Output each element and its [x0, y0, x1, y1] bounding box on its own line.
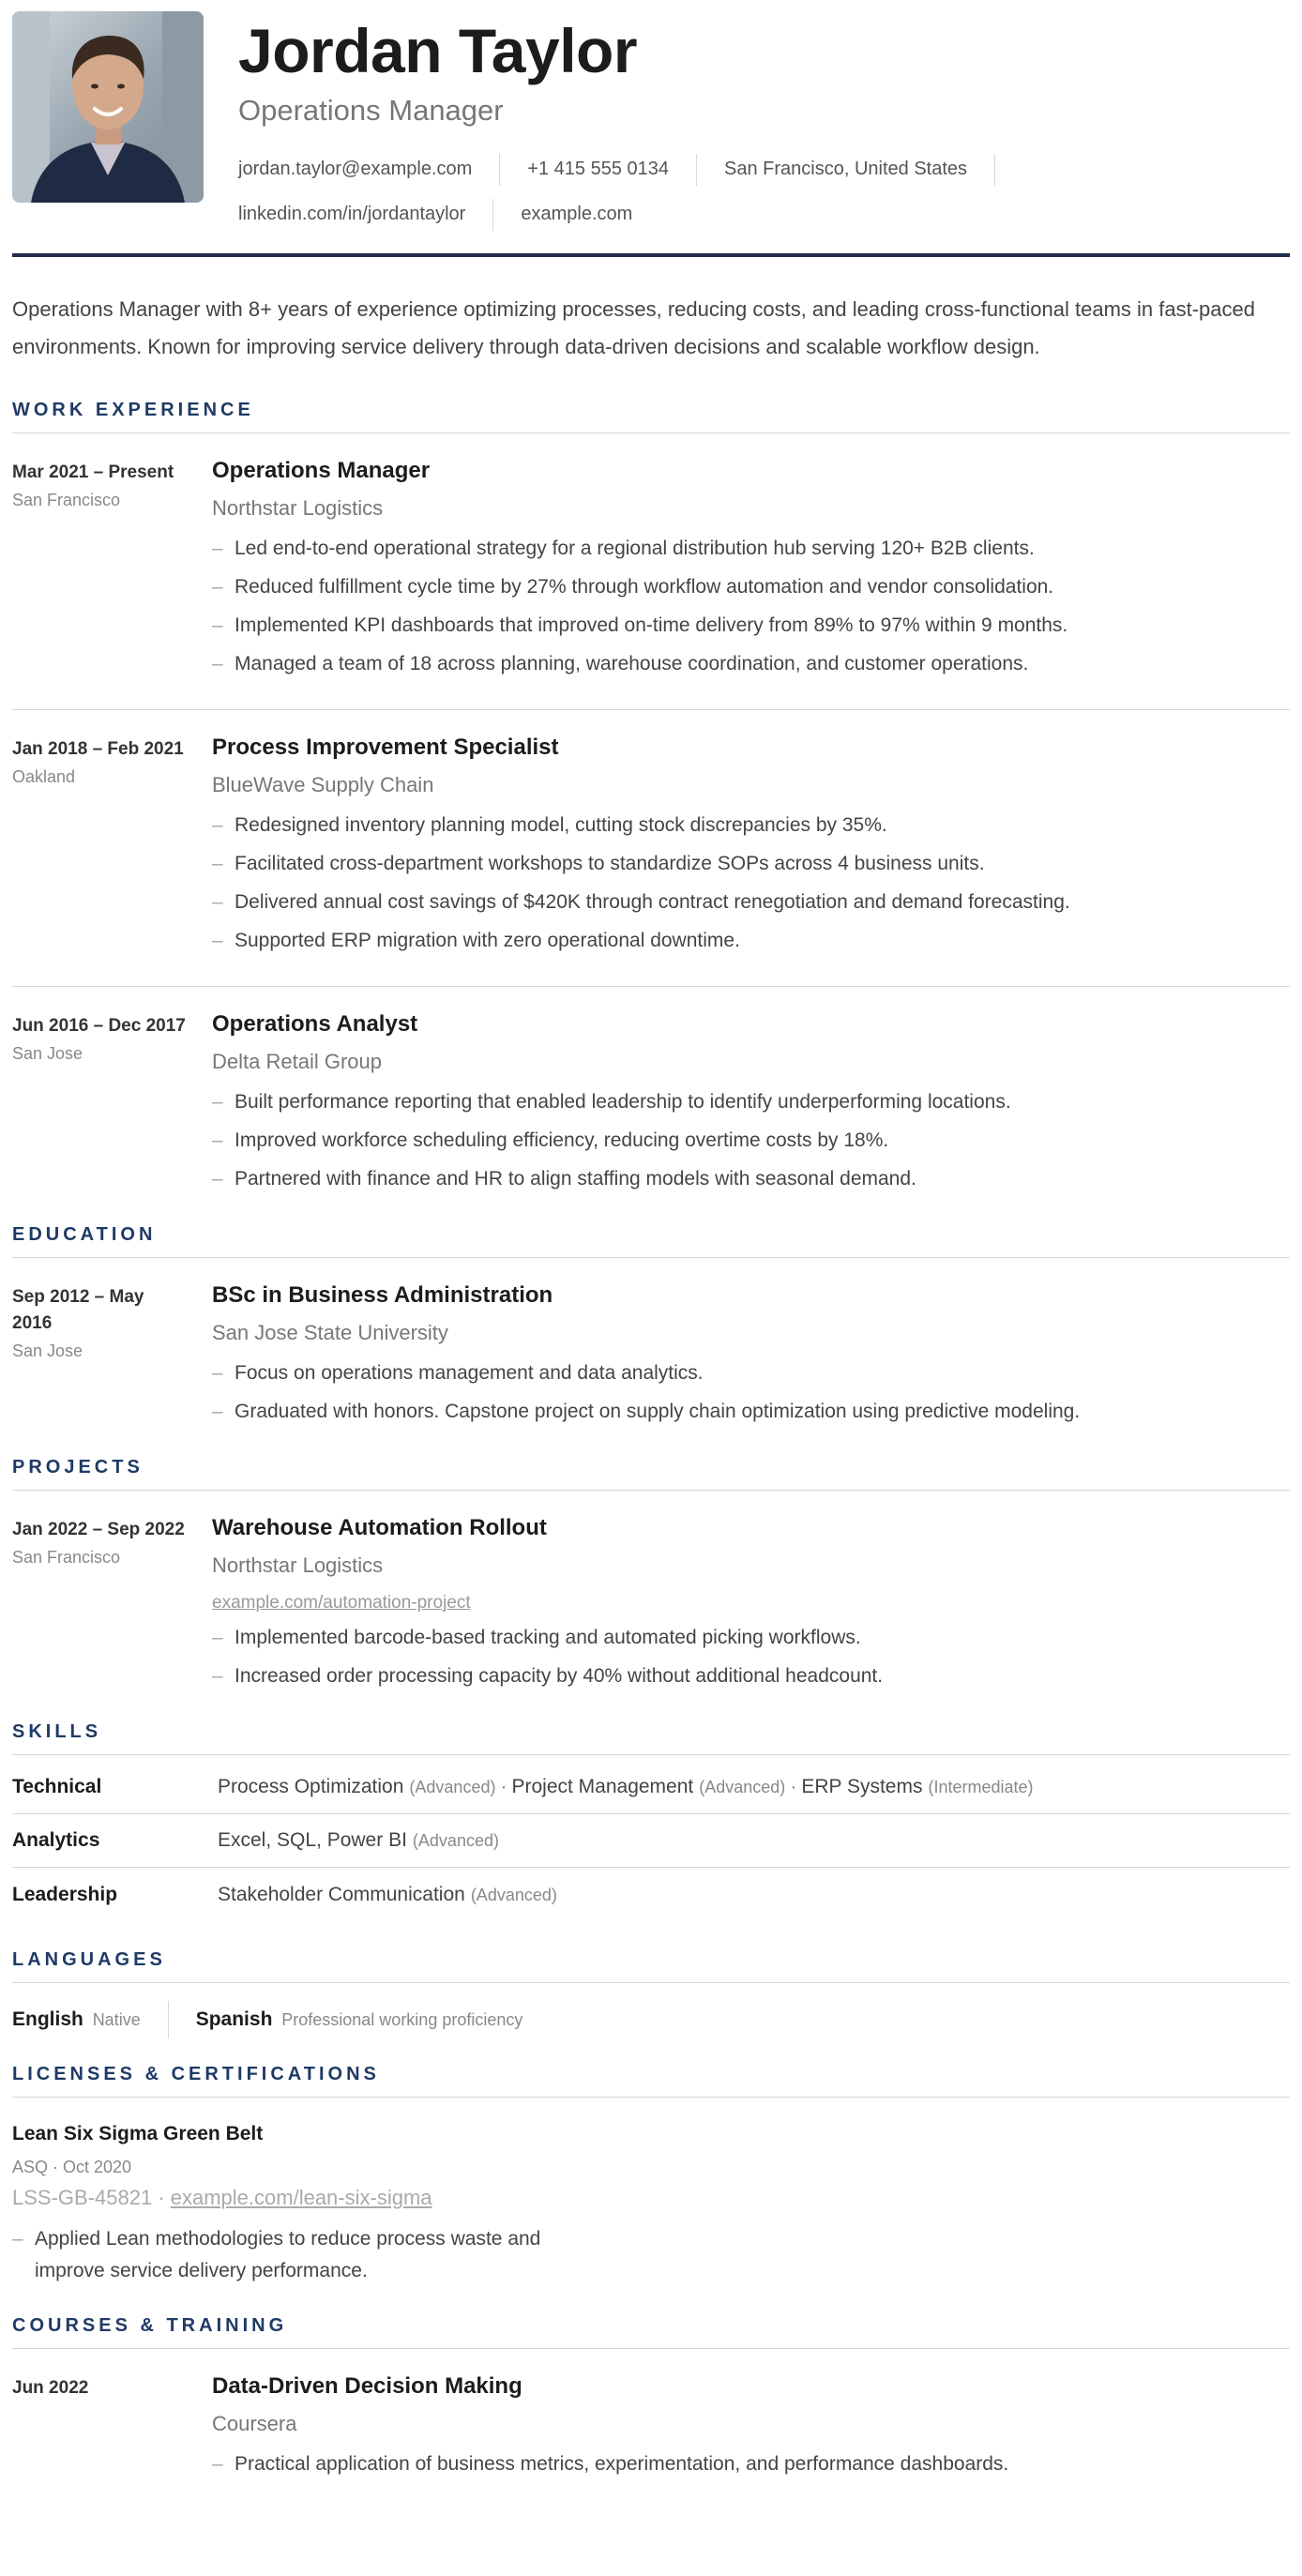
education-entry — [12, 1258, 1290, 1436]
entry-location: San Jose — [12, 1341, 83, 1360]
cert-name: Lean Six Sigma Green Belt — [12, 2123, 264, 2144]
skill-separator: · — [790, 1776, 797, 1797]
skill-name: Process Optimization — [218, 1776, 404, 1797]
entry-org: Coursera — [212, 2412, 297, 2435]
bullet-item: – Applied Lean methodologies to reduce process waste and improve service delivery performance. — [12, 2223, 594, 2287]
bullet-item: – Implemented KPI dashboards that improved on-time delivery from 89% to 97% within 9 months. — [212, 612, 1290, 640]
skill-level: (Advanced) — [412, 1831, 499, 1850]
entry-date: Mar 2021 – Present — [12, 462, 174, 482]
bullet-item: – Reduced fulfillment cycle time by 27% through workflow automation and vendor consolidation. — [212, 573, 1290, 601]
language-level: Professional working proficiency — [281, 2010, 523, 2029]
skill-name: ERP Systems — [801, 1776, 923, 1797]
bullet-list — [212, 1088, 1290, 1193]
cert-id: LSS-GB-45821 · — [12, 2186, 171, 2209]
section-title-skills: SKILLS — [12, 1721, 1290, 1755]
entry-role: Operations Analyst — [212, 1011, 418, 1037]
skill-separator: · — [500, 1776, 507, 1797]
cert-issuer: ASQ · Oct 2020 — [12, 2158, 132, 2176]
entry-role: Operations Manager — [212, 458, 431, 483]
entry-role: Process Improvement Specialist — [212, 735, 559, 760]
project-link[interactable]: example.com/automation-project — [212, 1593, 471, 1613]
work-entry — [12, 433, 1290, 710]
entry-org: Delta Retail Group — [212, 1050, 382, 1073]
header-info — [238, 11, 1082, 244]
skill-items — [218, 1776, 1034, 1798]
skill-category: Analytics — [12, 1829, 100, 1851]
skill-row — [12, 1868, 1290, 1921]
section-title-courses: COURSES & TRAINING — [12, 2315, 1290, 2349]
bullet-item: – Increased order processing capacity by 40% without additional headcount. — [212, 1662, 1290, 1690]
entry-date: Jan 2018 – Feb 2021 — [12, 739, 184, 759]
entry-location: Oakland — [12, 767, 76, 786]
work-entry — [12, 710, 1290, 987]
candidate-name: Jordan Taylor — [238, 16, 638, 85]
entry-role: Warehouse Automation Rollout — [212, 1515, 547, 1540]
skill-row — [12, 1814, 1290, 1868]
entry-location: San Jose — [12, 1044, 83, 1063]
contact-email[interactable]: jordan.taylor@example.com — [238, 154, 500, 186]
bullet-item: – Improved workforce scheduling efficiency, reducing overtime costs by 18%. — [212, 1127, 1290, 1155]
project-entry — [12, 1491, 1290, 1701]
cert-link[interactable]: example.com/lean-six-sigma — [170, 2186, 432, 2209]
contact-phone[interactable]: +1 415 555 0134 — [527, 154, 697, 186]
skill-items — [218, 1829, 499, 1852]
entry-org: Northstar Logistics — [212, 496, 384, 520]
contact-linkedin[interactable]: linkedin.com/in/jordantaylor — [238, 199, 493, 231]
language-item — [196, 2001, 551, 2038]
skill-name: Project Management — [511, 1776, 694, 1797]
skill-category: Technical — [12, 1776, 102, 1797]
course-entry — [12, 2349, 1290, 2489]
section-title-languages: LANGUAGES — [12, 1949, 1290, 1983]
bullet-item: – Practical application of business metrics, experimentation, and performance dashboards. — [212, 2450, 1290, 2478]
section-title-education: EDUCATION — [12, 1224, 1290, 1258]
entry-org: Northstar Logistics — [212, 1553, 384, 1577]
bullet-item: – Supported ERP migration with zero operational downtime. — [212, 927, 1290, 955]
entry-location: San Francisco — [12, 491, 121, 509]
section-title-work: WORK EXPERIENCE — [12, 400, 1290, 433]
skill-level: (Intermediate) — [928, 1778, 1034, 1796]
resume-header — [12, 11, 1290, 253]
skill-name: Excel, SQL, Power BI — [218, 1829, 407, 1851]
entry-date: Jun 2022 — [12, 2378, 89, 2398]
bullet-item: – Managed a team of 18 across planning, warehouse coordination, and customer operations. — [212, 650, 1290, 678]
contact-location: San Francisco, United States — [724, 154, 995, 186]
skill-name: Stakeholder Communication — [218, 1883, 465, 1905]
bullet-item: – Facilitated cross-department workshops to standardize SOPs across 4 business units. — [212, 850, 1290, 878]
contact-list — [238, 154, 1082, 244]
bullet-item: – Built performance reporting that enabled leadership to identify underperforming locations. — [212, 1088, 1290, 1116]
language-item — [12, 2001, 169, 2038]
bullet-item: – Implemented barcode-based tracking and automated picking workflows. — [212, 1624, 1290, 1652]
bullet-item: – Redesigned inventory planning model, cutting stock discrepancies by 35%. — [212, 811, 1290, 840]
entry-role: Data-Driven Decision Making — [212, 2373, 522, 2399]
entry-role: BSc in Business Administration — [212, 1282, 553, 1308]
language-name: Spanish — [195, 2008, 273, 2030]
skills-table — [12, 1761, 1290, 1921]
profile-photo — [12, 11, 204, 203]
candidate-title: Operations Manager — [238, 94, 504, 127]
bullet-list — [212, 535, 1290, 678]
bullet-item: – Delivered annual cost savings of $420K through contract renegotiation and demand forecasting. — [212, 888, 1290, 917]
skill-items — [218, 1884, 557, 1906]
bullet-list — [212, 1359, 1290, 1426]
bullet-item: – Graduated with honors. Capstone project on supply chain optimization using predictive modeling. — [212, 1398, 1290, 1426]
work-entry — [12, 987, 1290, 1204]
entry-date: Jun 2016 – Dec 2017 — [12, 1016, 186, 1036]
section-title-projects: PROJECTS — [12, 1457, 1290, 1491]
language-list — [12, 2000, 1290, 2039]
bullet-item: – Partnered with finance and HR to align staffing models with seasonal demand. — [212, 1165, 1290, 1193]
cert-description — [12, 2223, 594, 2287]
entry-org: BlueWave Supply Chain — [212, 773, 434, 796]
bullet-list — [212, 1624, 1290, 1690]
skill-category: Leadership — [12, 1883, 118, 1905]
certification-entry — [12, 2120, 1290, 2287]
skill-level: (Advanced) — [409, 1778, 496, 1796]
entry-date: Jan 2022 – Sep 2022 — [12, 1520, 185, 1539]
summary: Operations Manager with 8+ years of experience optimizing processes, reducing costs, and leading cross-functional teams in fast-paced environments. Known for improving service delivery through data-driven decisions and scalable workflow design. — [12, 297, 1255, 358]
cert-id-line — [12, 2184, 1290, 2212]
bullet-list — [212, 2450, 1290, 2478]
language-name: English — [12, 2008, 83, 2030]
entry-date: Sep 2012 – May 2016 — [12, 1287, 144, 1333]
skill-row — [12, 1761, 1290, 1814]
language-level: Native — [92, 2010, 141, 2029]
section-title-certifications: LICENSES & CERTIFICATIONS — [12, 2064, 1290, 2098]
bullet-item: – Focus on operations management and data analytics. — [212, 1359, 1290, 1387]
contact-website[interactable]: example.com — [521, 204, 633, 224]
entry-org: San Jose State University — [212, 1321, 448, 1344]
header-divider — [12, 253, 1290, 257]
skill-level: (Advanced) — [699, 1778, 786, 1796]
skill-level: (Advanced) — [470, 1885, 557, 1904]
bullet-item: – Led end-to-end operational strategy for a regional distribution hub serving 120+ B2B clients. — [212, 535, 1290, 563]
entry-location: San Francisco — [12, 1548, 121, 1567]
bullet-list — [212, 811, 1290, 955]
